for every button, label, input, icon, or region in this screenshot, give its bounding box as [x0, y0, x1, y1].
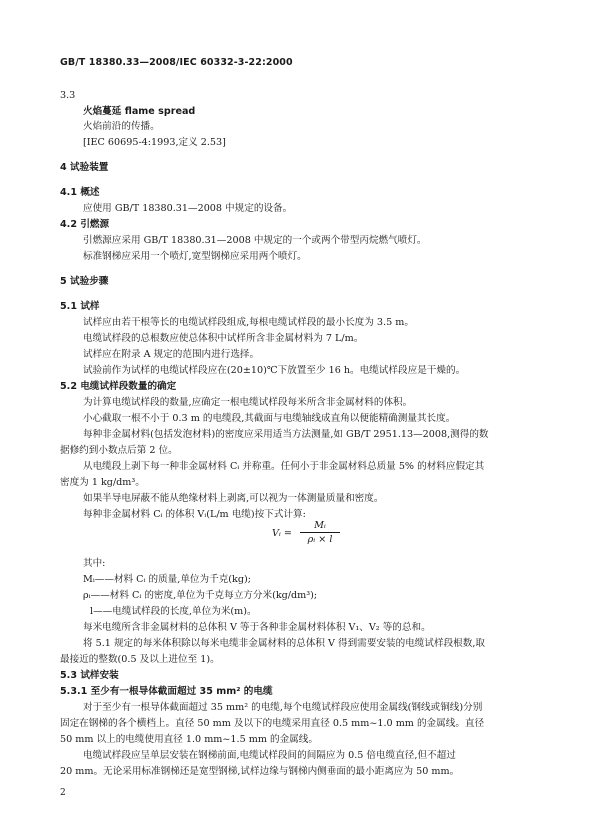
text-line: 应使用 GB/T 18380.31—2008 中规定的设备。: [83, 203, 293, 214]
formula-denominator: ρᵢ × l: [307, 534, 333, 545]
text-line: 3.3: [60, 90, 76, 101]
page-number: 2: [60, 788, 66, 798]
text-line: [IEC 60695-4:1993,定义 2.53]: [83, 137, 226, 148]
text-line: 每种非金属材料(包括发泡材料)的密度应采用适当方法测量,如 GB/T 2951.13—2008,测得的数: [83, 429, 489, 440]
section-heading: 5.1 试样: [60, 301, 100, 312]
section-heading: 4.2 引燃源: [60, 219, 110, 230]
section-heading: 火焰蔓延 flame spread: [83, 106, 196, 117]
text-line: 电缆试样段的总根数应使总体积中试样所含非金属材料为 7 L/m。: [83, 333, 364, 344]
text-line: 试验前作为试样的电缆试样段应在(20±10)℃下放置至少 16 h。电缆试样段应是干燥的。: [83, 365, 466, 376]
section-heading: 4.1 概述: [60, 187, 100, 198]
text-line: 火焰前沿的传播。: [83, 121, 160, 132]
text-line: 每米电缆所含非金属材料的总体积 V 等于各种非金属材料体积 V₁、V₂ 等的总和。: [83, 622, 431, 633]
text-line: 电缆试样段应呈单层安装在钢梯前面,电缆试样段间的间隔应为 0.5 倍电缆直径,但不超过: [83, 750, 456, 761]
text-line: l——电缆试样段的长度,单位为米(m)。: [90, 606, 257, 617]
text-line: 对于至少有一根导体截面超过 35 mm² 的电缆,每个电缆试样段应使用金属线(钢线或铜线)分别: [83, 702, 483, 713]
section-heading: 5.2 电缆试样段数量的确定: [60, 381, 177, 392]
text-line: 固定在钢梯的各个横档上。直径 50 mm 及以下的电缆采用直径 0.5 mm~1.0 mm 的金属线。直径: [60, 718, 485, 729]
text-line: 试样应在附录 A 规定的范围内进行选择。: [83, 349, 260, 360]
text-line: 试样应由若干根等长的电缆试样段组成,每根电缆试样段的最小长度为 3.5 m。: [83, 317, 414, 328]
text-line: 引燃源应采用 GB/T 18380.31—2008 中规定的一个或两个带型丙烷燃气喷灯。: [83, 235, 427, 246]
text-line: 据修约到小数点后第 2 位。: [60, 445, 178, 456]
text-line: 每种非金属材料 Cᵢ 的体积 Vᵢ(L/m 电缆)按下式计算:: [83, 509, 306, 520]
text-line: 50 mm 以上的电缆使用直径 1.0 mm~1.5 mm 的金属线。: [60, 734, 318, 745]
text-line: 将 5.1 规定的每米体积除以每米电缆非金属材料的总体积 V 得到需要安装的电缆试样段根数,取: [83, 638, 485, 649]
text-line: 最接近的整数(0.5 及以上进位至 1)。: [60, 654, 220, 665]
section-heading: 5.3 试样安装: [60, 670, 119, 681]
formula-fraction: [300, 520, 340, 545]
text-line: 密度为 1 kg/dm³。: [60, 477, 145, 488]
section-heading: 5.3.1 至少有一根导体截面超过 35 mm² 的电缆: [60, 686, 273, 697]
text-line: 如果半导电屏蔽不能从绝缘材料上剥离,可以视为一体测量质量和密度。: [83, 493, 384, 504]
text-line: 标准钢梯应采用一个喷灯,宽型钢梯应采用两个喷灯。: [83, 251, 307, 262]
text-line: 20 mm。无论采用标准钢梯还是宽型钢梯,试样边缘与钢梯内侧垂面的最小距离应为 50 mm。: [60, 766, 460, 777]
text-line: 为计算电缆试样段的数量,应确定一根电缆试样段每米所含非金属材料的体积。: [83, 397, 413, 408]
text-line: Mᵢ——材料 Cᵢ 的质量,单位为千克(kg);: [83, 574, 251, 585]
text-line: 从电缆段上剥下每一种非金属材料 Cᵢ 并称重。任何小于非金属材料总质量 5% 的材料应假定其: [83, 461, 485, 472]
formula-numerator: Mᵢ: [300, 520, 340, 533]
text-line: 小心截取一根不小于 0.3 m 的电缆段,其截面与电缆轴线成直角以便能精确测量其长度。: [83, 413, 456, 424]
formula-lhs: Vᵢ =: [272, 528, 292, 539]
section-heading: 5 试验步骤: [60, 276, 109, 287]
text-line: 其中:: [83, 558, 106, 569]
standard-header: GB/T 18380.33—2008/IEC 60332-3-22:2000: [60, 57, 293, 68]
section-heading: 4 试验装置: [60, 162, 109, 173]
text-line: ρᵢ——材料 Cᵢ 的密度,单位为千克每立方分米(kg/dm³);: [83, 590, 318, 601]
